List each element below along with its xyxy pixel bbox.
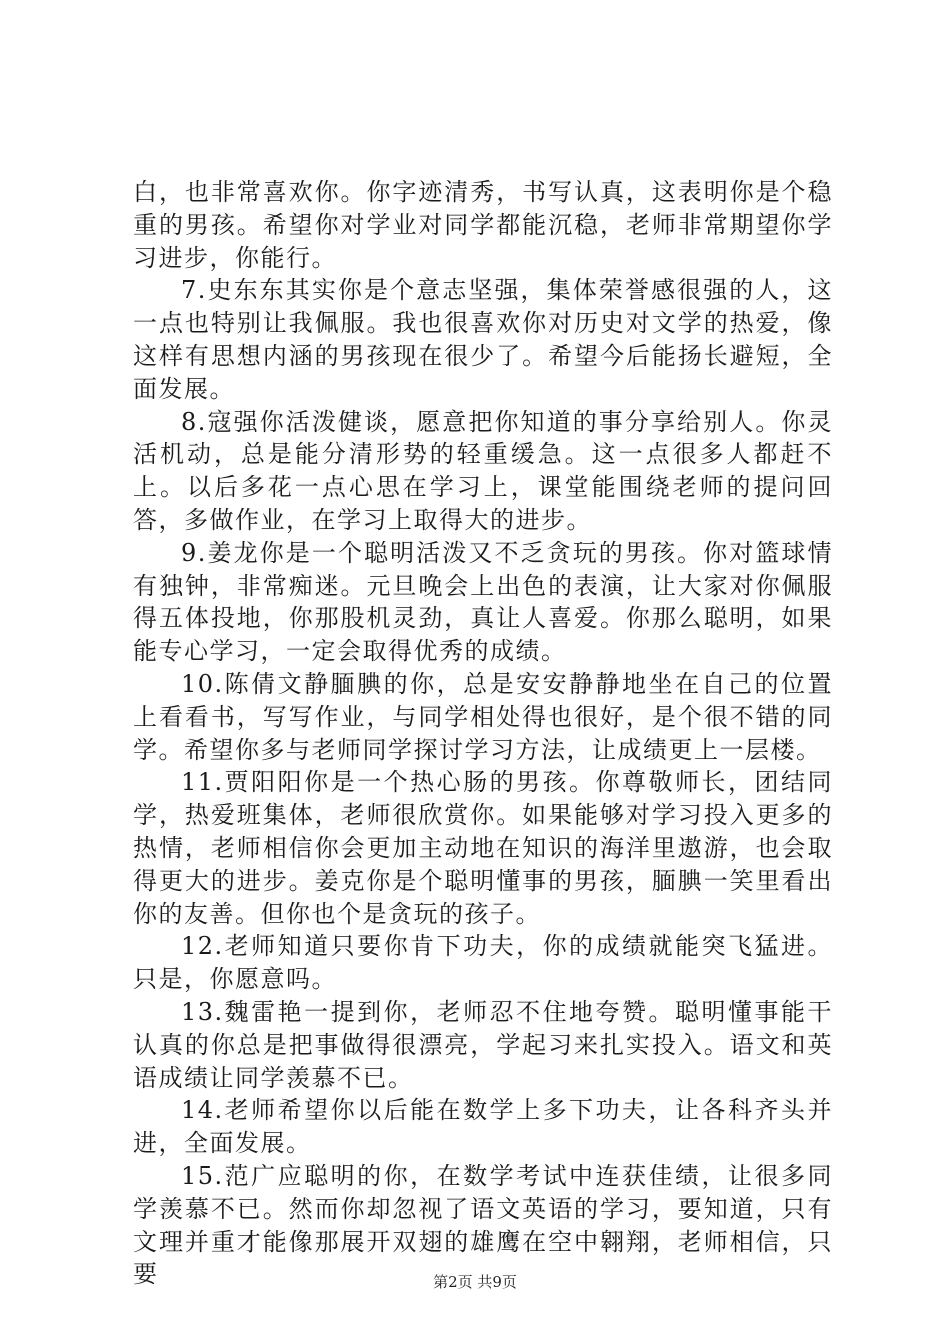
paragraph-item-15: 15.范广应聪明的你，在数学考试中连获佳绩，让很多同学羡慕不已。然而你却忽视了语文英语的学习，要知道，只有文理并重才能像那展开双翅的雄鹰在空中翱翔，老师相信，只要 [133, 1161, 833, 1289]
page-number-label: 第2页 共9页 [433, 1273, 517, 1291]
paragraph-item-9: 9.姜龙你是一个聪明活泼又不乏贪玩的男孩。你对篮球情有独钟，非常痴迷。元旦晚会上出色的表演，让大家对你佩服得五体投地，你那股机灵劲，真让人喜爱。你那么聪明，如果能专心学习，一定会取得优秀的成绩。 [133, 538, 833, 666]
paragraph-item-7: 7.史东东其实你是个意志坚强，集体荣誉感很强的人，这一点也特别让我佩服。我也很喜欢你对历史对文学的热爱，像这样有思想内涵的男孩现在很少了。希望今后能扬长避短，全面发展。 [133, 276, 833, 403]
paragraph-item-11: 11.贾阳阳你是一个热心肠的男孩。你尊敬师长，团结同学，热爱班集体，老师很欣赏你。如果能够对学习投入更多的热情，老师相信你会更加主动地在知识的海洋里遨游，也会取得更大的进步。姜克你是个聪明懂事的男孩，腼腆一笑里看出你的友善。但你也个是贪玩的孩子。 [133, 768, 833, 928]
page-footer [0, 1272, 950, 1292]
paragraph-item-14: 14.老师希望你以后能在数学上多下功夫，让各科齐头并进，全面发展。 [133, 1096, 833, 1158]
document-body [133, 176, 833, 1291]
paragraph-item-8: 8.寇强你活泼健谈，愿意把你知道的事分享给别人。你灵活机动，总是能分清形势的轻重缓急。这一点很多人都赶不上。以后多花一点心思在学习上，课堂能围绕老师的提问回答，多做作业，在学习上取得大的进步。 [133, 407, 833, 534]
paragraph-item-13: 13.魏雷艳一提到你，老师忍不住地夸赞。聪明懂事能干认真的你总是把事做得很漂亮，学起习来扎实投入。语文和英语成绩让同学羡慕不已。 [133, 997, 833, 1092]
paragraph-continuation: 白，也非常喜欢你。你字迹清秀，书写认真，这表明你是个稳重的男孩。希望你对学业对同学都能沉稳，老师非常期望你学习进步，你能行。 [133, 178, 833, 272]
paragraph-item-10: 10.陈倩文静腼腆的你，总是安安静静地坐在自己的位置上看看书，写写作业，与同学相处得也很好，是个很不错的同学。希望你多与老师同学探讨学习方法，让成绩更上一层楼。 [133, 669, 833, 764]
paragraph-item-12: 12.老师知道只要你肯下功夫，你的成绩就能突飞猛进。只是，你愿意吗。 [133, 932, 833, 994]
